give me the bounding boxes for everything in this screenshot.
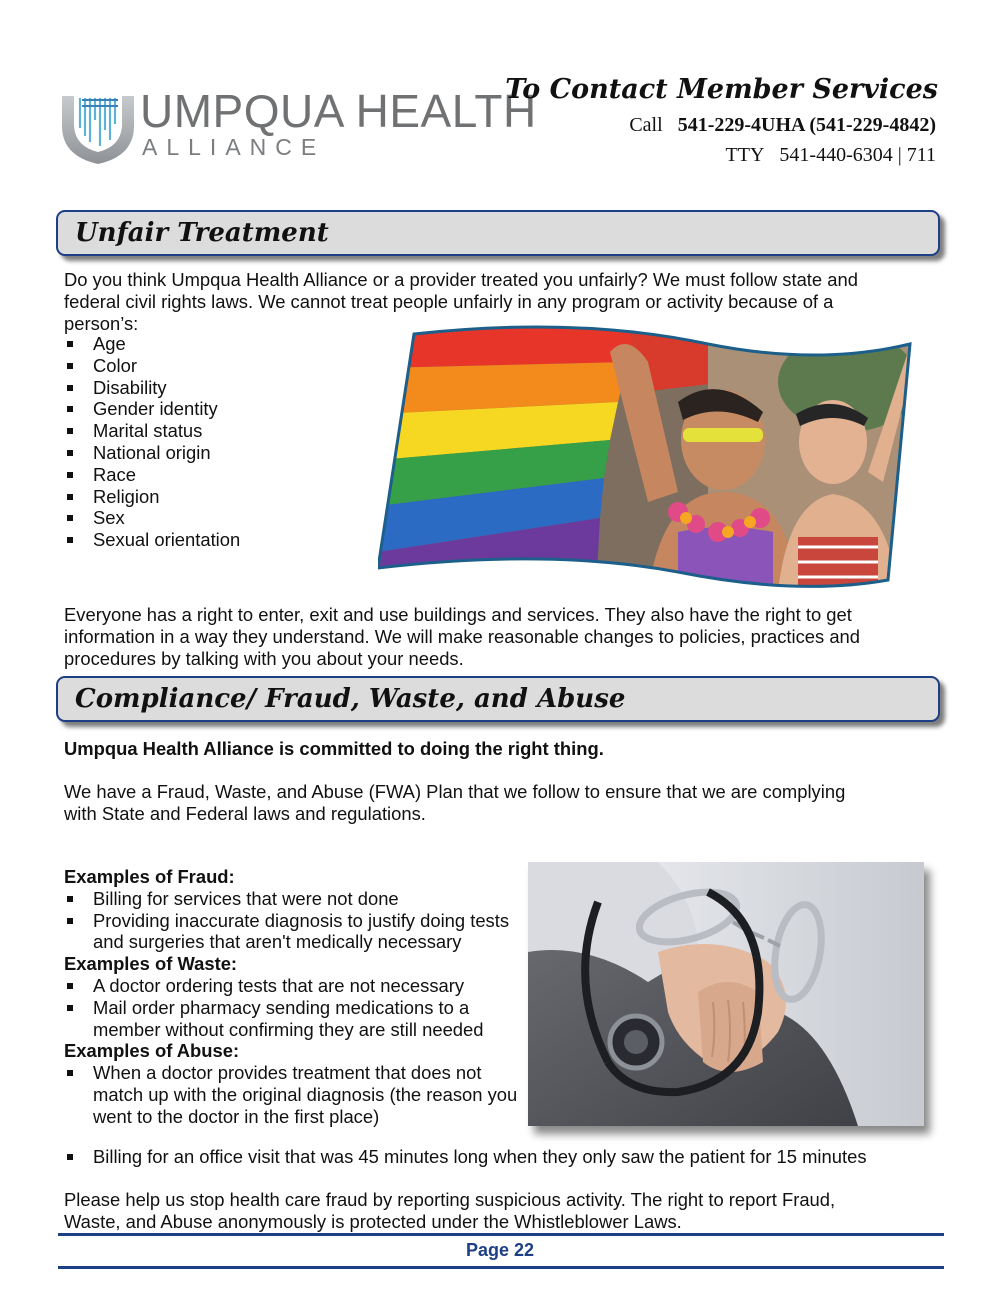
call-number[interactable]: 541-229-4UHA (541-229-4842) bbox=[677, 114, 936, 136]
list-item: Sex bbox=[64, 507, 364, 529]
report-line: Waste, and Abuse anonymously is protected under the Whistleblower Laws. bbox=[64, 1211, 682, 1232]
pride-photo bbox=[378, 322, 914, 592]
logo-shield-icon bbox=[58, 90, 138, 166]
closing-line: procedures by talking with you about your needs. bbox=[64, 648, 464, 669]
footer-rule-top bbox=[58, 1233, 944, 1236]
intro-line: federal civil rights laws. We cannot treat people unfairly in any program or activity because of a bbox=[64, 291, 834, 312]
report-line: Please help us stop health care fraud by reporting suspicious activity. The right to report Fraud, bbox=[64, 1189, 836, 1210]
plan-line: with State and Federal laws and regulations. bbox=[64, 803, 426, 824]
commitment-statement: Umpqua Health Alliance is committed to doing the right thing. bbox=[64, 738, 604, 759]
page-number: Page 22 bbox=[465, 1240, 535, 1260]
list-item: Providing inaccurate diagnosis to justify doing tests and surgeries that aren't medically necessary bbox=[64, 910, 524, 954]
list-item: Religion bbox=[64, 486, 364, 508]
fwa-plan bbox=[64, 781, 944, 825]
list-item: Billing for services that were not done bbox=[64, 888, 524, 910]
tty-label: TTY bbox=[725, 144, 765, 166]
logo-subtitle: ALLIANCE bbox=[142, 134, 326, 160]
fwa-examples bbox=[64, 866, 524, 1128]
intro-line: person’s: bbox=[64, 313, 139, 334]
section-title: Unfair Treatment bbox=[75, 218, 329, 248]
fraud-list bbox=[64, 888, 524, 953]
list-item: When a doctor provides treatment that does not match up with the original diagnosis (the reason you went to the doctor in the first place) bbox=[64, 1062, 524, 1127]
call-label: Call bbox=[629, 114, 663, 136]
contact-tty-line bbox=[726, 144, 936, 167]
logo bbox=[58, 90, 138, 166]
list-item: Sexual orientation bbox=[64, 529, 364, 551]
list-item: Mail order pharmacy sending medications to a member without confirming they are still needed bbox=[64, 997, 524, 1041]
abuse-wide-item: Billing for an office visit that was 45 minutes long when they only saw the patient for 15 minutes bbox=[64, 1146, 954, 1168]
logo-wordmark: UMPQUA HEALTH bbox=[140, 85, 537, 137]
closing-line: Everyone has a right to enter, exit and use buildings and services. They also have the right to get bbox=[64, 604, 852, 625]
section-header-compliance bbox=[56, 676, 940, 722]
list-item: Disability bbox=[64, 377, 364, 399]
list-item: Race bbox=[64, 464, 364, 486]
report-paragraph bbox=[64, 1189, 944, 1233]
list-item: A doctor ordering tests that are not necessary bbox=[64, 975, 524, 997]
handcuffed-doctor-photo bbox=[528, 862, 924, 1126]
list-item: Gender identity bbox=[64, 398, 364, 420]
abuse-list bbox=[64, 1062, 524, 1127]
list-item: Marital status bbox=[64, 420, 364, 442]
contact-call-line bbox=[629, 114, 936, 137]
plan-line: We have a Fraud, Waste, and Abuse (FWA) Plan that we follow to ensure that we are complying bbox=[64, 781, 846, 802]
waste-heading: Examples of Waste: bbox=[64, 953, 238, 975]
waste-list bbox=[64, 975, 524, 1040]
intro-line: Do you think Umpqua Health Alliance or a provider treated you unfairly? We must follow state and bbox=[64, 269, 858, 290]
contact-title: To Contact Member Services bbox=[505, 74, 938, 105]
abuse-heading: Examples of Abuse: bbox=[64, 1040, 240, 1062]
section-title: Compliance/ Fraud, Waste, and Abuse bbox=[75, 684, 626, 714]
protected-classes-list bbox=[64, 333, 364, 551]
tty-number[interactable]: 541-440-6304 | 711 bbox=[779, 144, 936, 166]
unfair-closing bbox=[64, 604, 944, 670]
section-header-unfair-treatment bbox=[56, 210, 940, 256]
list-item: Age bbox=[64, 333, 364, 355]
list-item: Color bbox=[64, 355, 364, 377]
list-item: National origin bbox=[64, 442, 364, 464]
fraud-heading: Examples of Fraud: bbox=[64, 866, 235, 887]
closing-line: information in a way they understand. We will make reasonable changes to policies, practices and bbox=[64, 626, 860, 647]
footer-rule-bottom bbox=[58, 1266, 944, 1269]
